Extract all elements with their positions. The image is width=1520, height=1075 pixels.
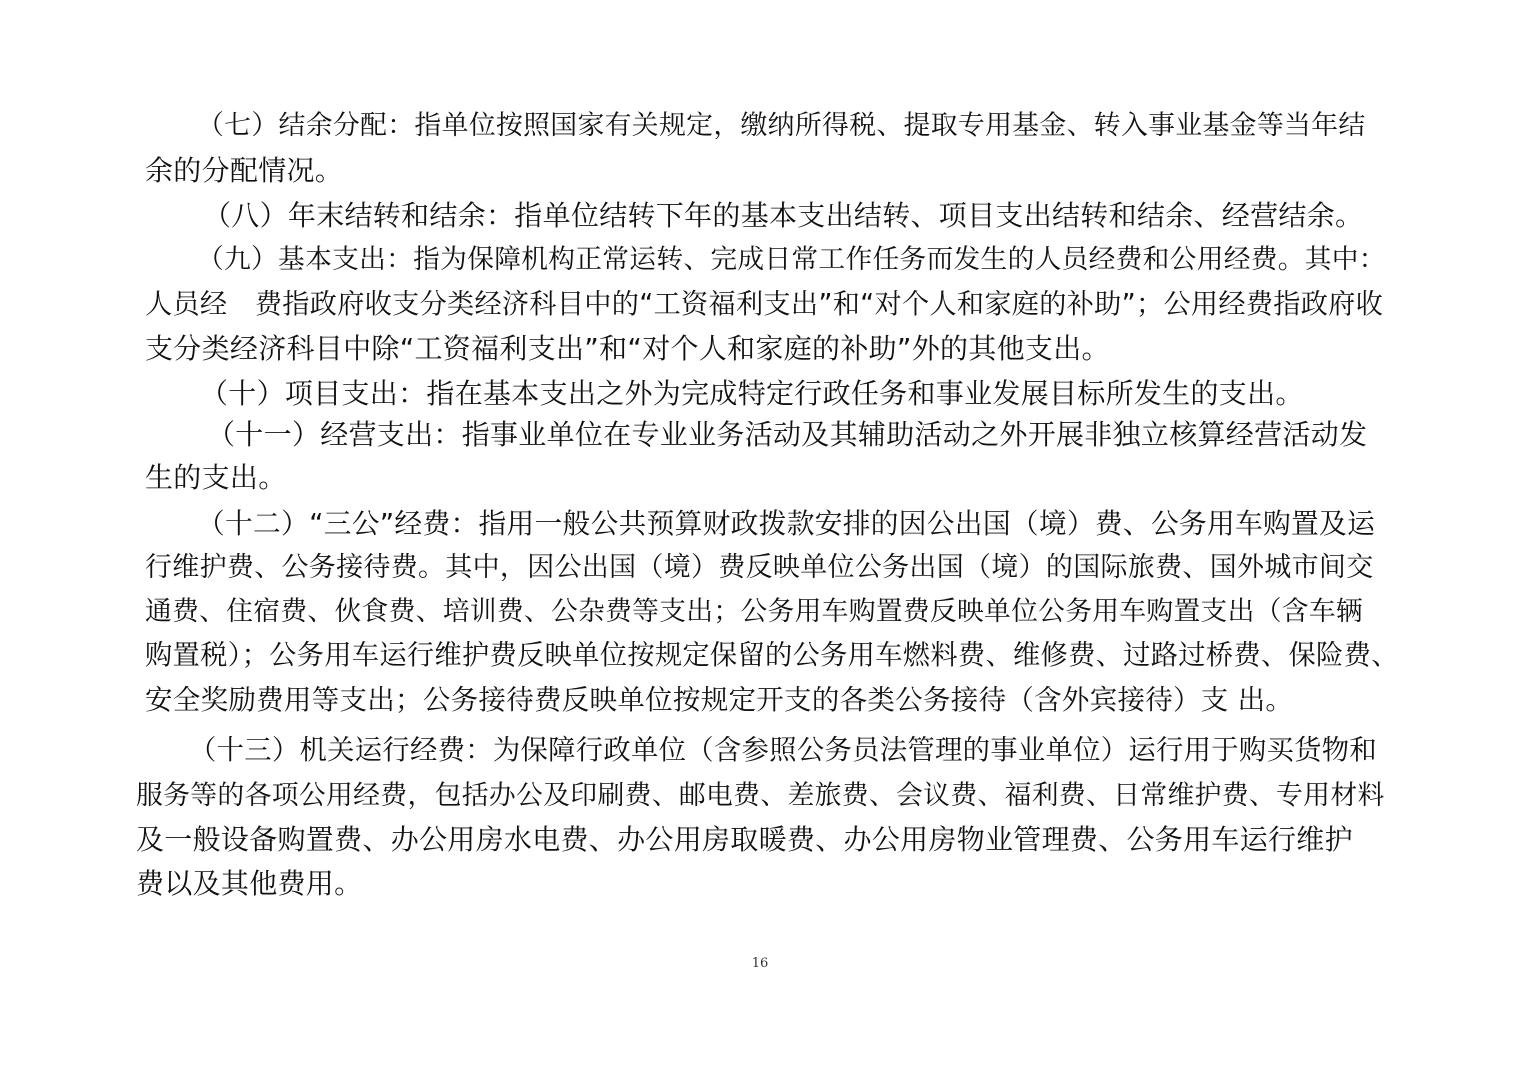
text-line: 通费、住宿费、伙食费、培训费、公杂费等支出；公务用车购置费反映单位公务用车购置支出（含车辆 bbox=[145, 596, 1363, 627]
text-line: （十）项目支出：指在基本支出之外为完成特定行政任务和事业发展目标所发生的支出。 bbox=[200, 377, 1304, 410]
text-line: 生的支出。 bbox=[145, 461, 287, 494]
text-line: 服务等的各项公用经费，包括办公及印刷费、邮电费、差旅费、会议费、福利费、日常维护费、专用材料 bbox=[136, 780, 1385, 811]
text-line: （十三）机关运行经费：为保障行政单位（含参照公务员法管理的事业单位）运行用于购买货物和 bbox=[189, 735, 1378, 766]
text-line: （十二）“三公”经费：指用一般公共预算财政拨款安排的因公出国（境）费、公务用车购置及运 bbox=[197, 507, 1376, 540]
text-line: 安全奖励费用等支出；公务接待费反映单位按规定开支的各类公务接待（含外宾接待）支 出。 bbox=[145, 684, 1294, 716]
text-line: 及一般设备购置费、办公用房水电费、办公用房取暖费、办公用房物业管理费、公务用车运行维护 bbox=[136, 823, 1353, 856]
page-number: 16 bbox=[751, 956, 769, 971]
text-line: 费以及其他费用。 bbox=[136, 867, 363, 900]
text-line: （十一）经营支出：指事业单位在专业业务活动及其辅助活动之外开展非独立核算经营活动发 bbox=[207, 418, 1368, 451]
text-line: （九）基本支出：指为保障机构正常运转、完成日常工作任务而发生的人员经费和公用经费。其中： bbox=[197, 244, 1386, 275]
text-line: 购置税）；公务用车运行维护费反映单位按规定保留的公务用车燃料费、维修费、过路过桥费、保险费、 bbox=[145, 640, 1399, 671]
text-line: 余的分配情况。 bbox=[145, 154, 344, 187]
text-line: 人员经 费指政府收支分类经济科目中的“工资福利支出”和“对个人和家庭的补助”；公用经费指政府收 bbox=[145, 289, 1384, 320]
text-line: 行维护费、公务接待费。其中，因公出国（境）费反映单位公务出国（境）的国际旅费、国外城市间交 bbox=[145, 552, 1374, 583]
text-line: （八）年末结转和结余：指单位结转下年的基本支出结转、项目支出结转和结余、经营结余。 bbox=[203, 199, 1364, 232]
text-line: （七）结余分配：指单位按照国家有关规定，缴纳所得税、提取专用基金、转入事业基金等当年结 bbox=[197, 110, 1366, 141]
text-line: 支分类经济科目中除“工资福利支出”和“对个人和家庭的补助”外的其他支出。 bbox=[145, 332, 1110, 365]
